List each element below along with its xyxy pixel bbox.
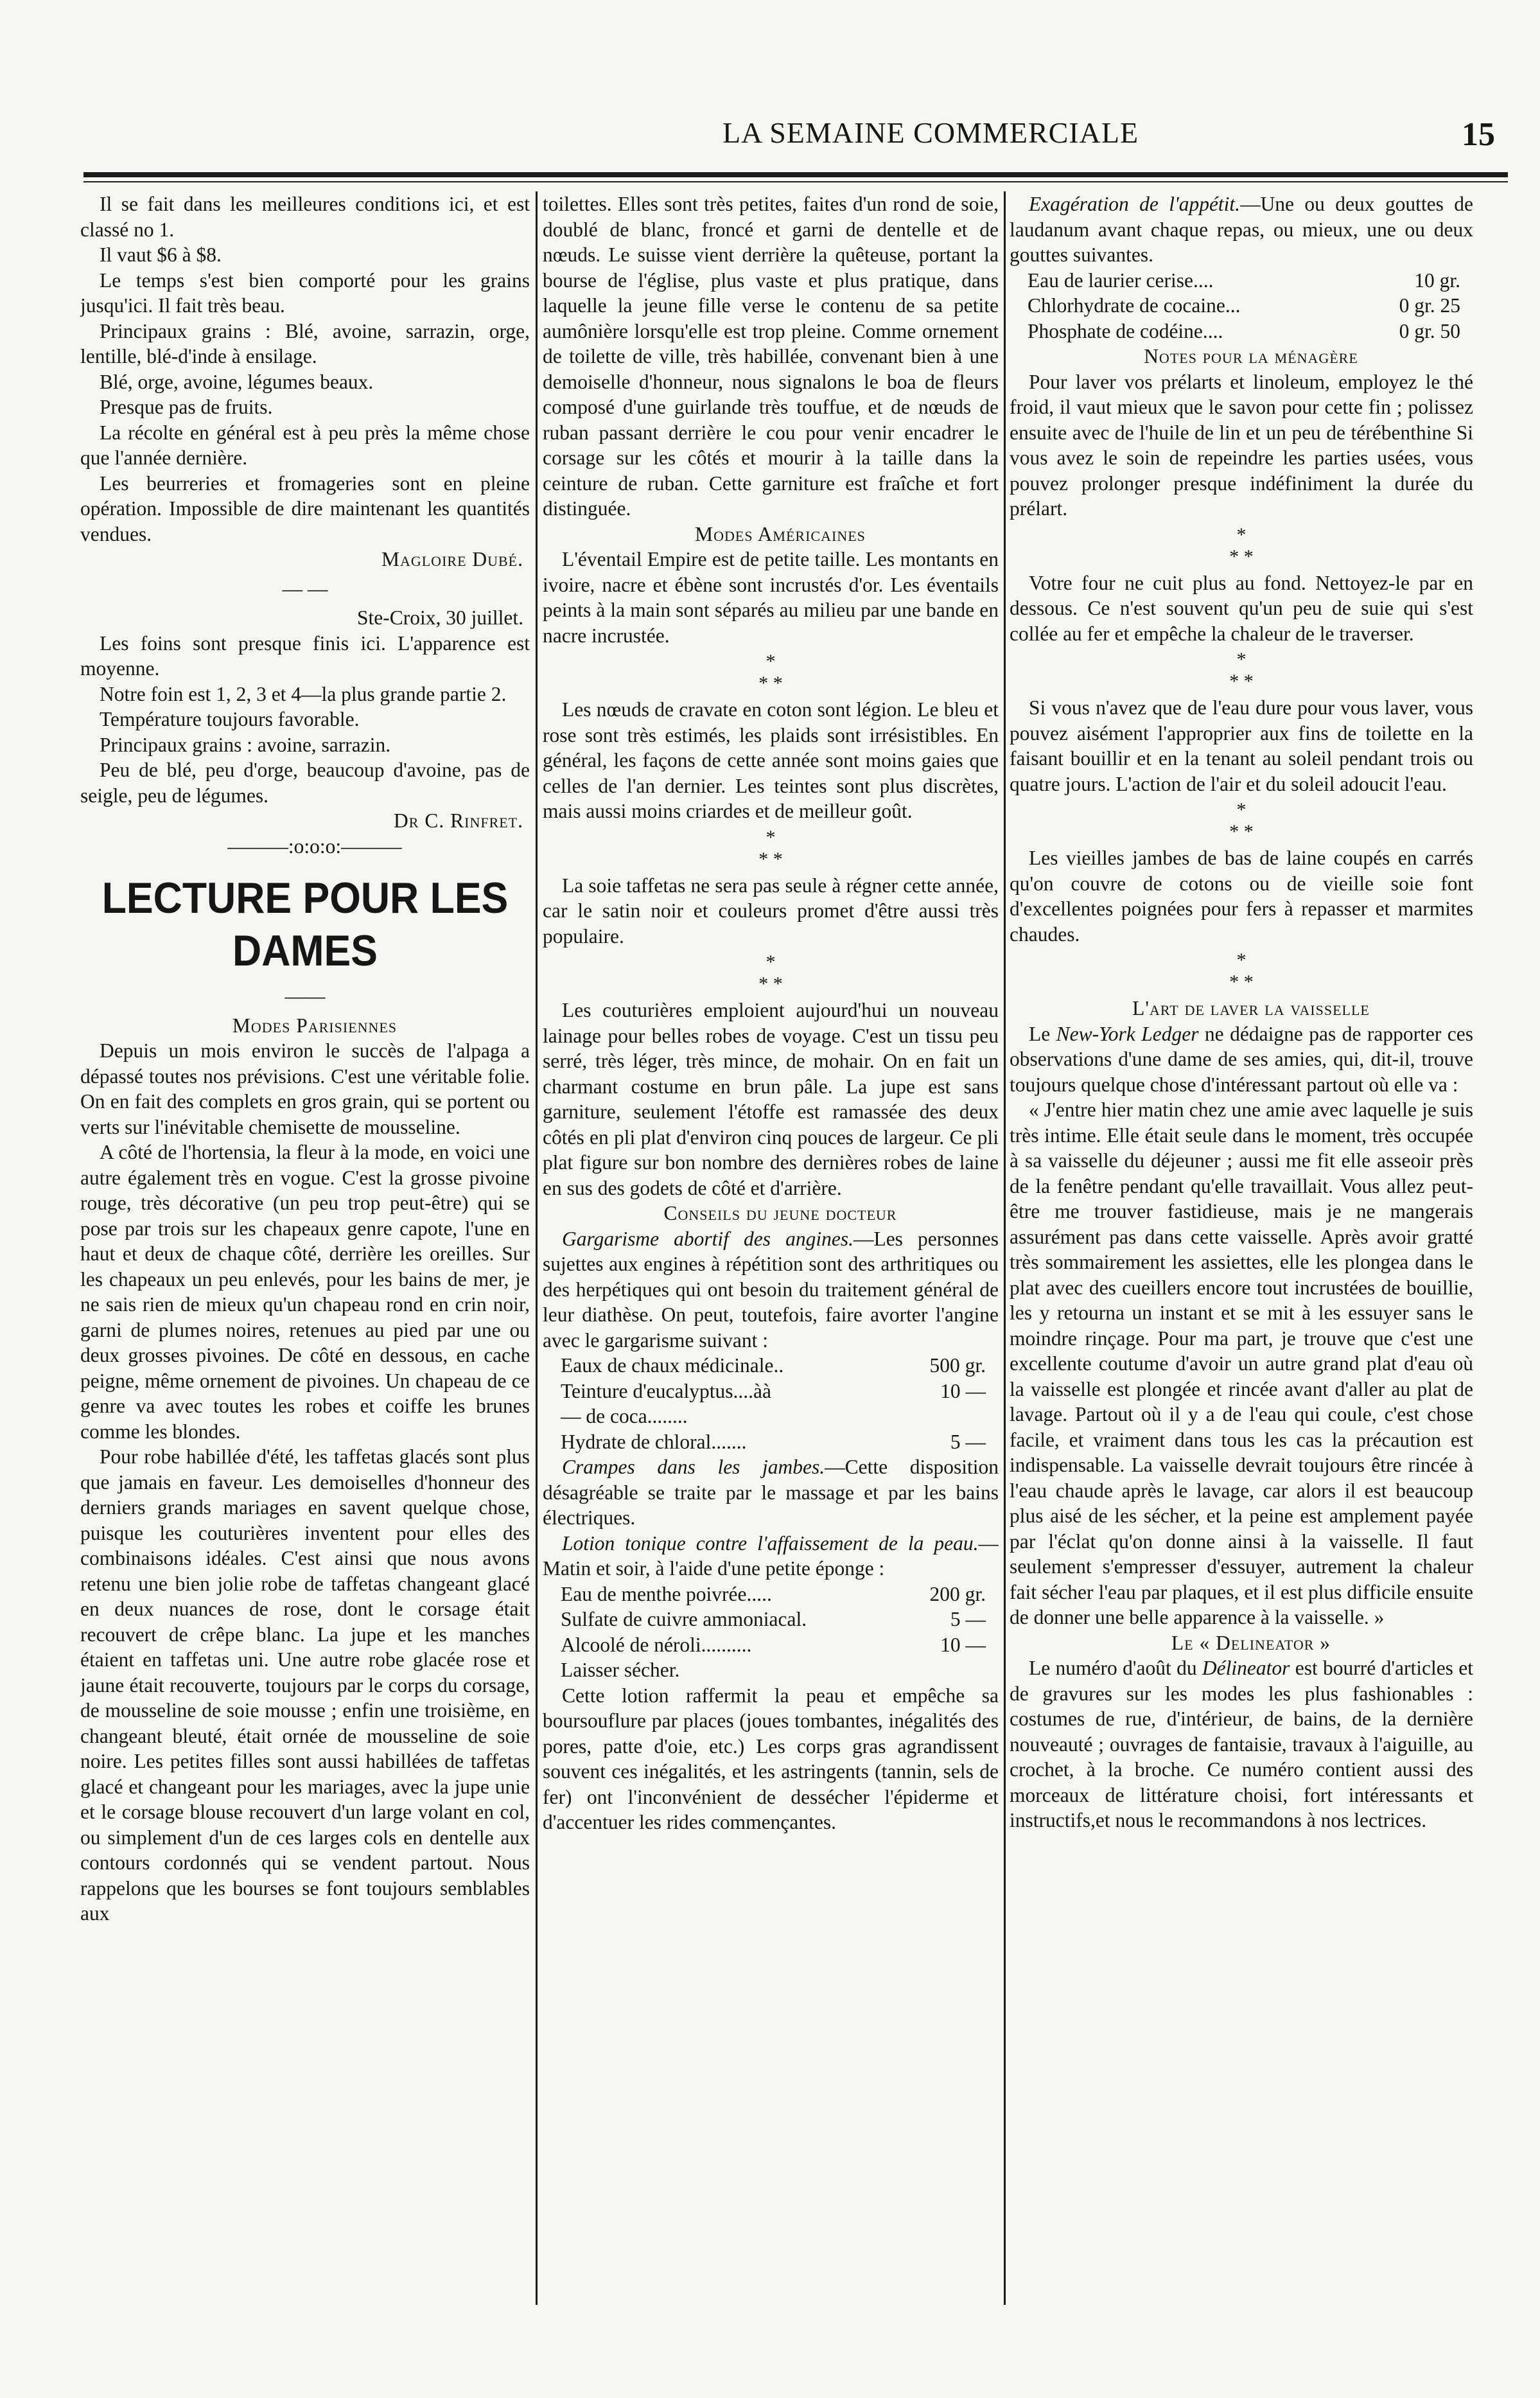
entry-title: Gargarisme abortif des angines. — [562, 1227, 853, 1250]
paragraph: Les couturières emploient aujourd'hui un nouveau lainage pour belles robes de voyage. C'est un tissu peu serré, très léger, très mince, de mohair. On en fait un charmant costume en brun pâle. La jupe est sans garniture, seulement l'étoffe est ramassée des deux côtés en pli plat d'environ cinq pouces de largeur. Ce pli plat figure sur bon nombre des dernières robes de laine en sus des godets de côté et d'arrière. — [543, 999, 999, 1199]
newspaper-title: LA SEMAINE COMMERCIALE — [722, 116, 1139, 149]
publication-name: Délineator — [1202, 1657, 1290, 1679]
asterism-divider: * * * — [1229, 799, 1254, 842]
paragraph: Les nœuds de cravate en coton sont légion. Le bleu et rose sont très estimés, les plaids sont irrésistibles. En général, les façons de cette année sont moins gaies que celles de l'an dernier. Les teintes sont plus discrètes, mais aussi moins criardes et de meilleur goût. — [543, 698, 999, 822]
subsection-heading: Modes Parisiennes — [232, 1014, 398, 1037]
paragraph: Principaux grains : Blé, avoine, sarrazin, orge, lentille, blé-d'inde à ensilage. — [80, 319, 530, 367]
column-divider-1 — [536, 191, 538, 2305]
paragraph — [543, 1226, 999, 1353]
entry-title: Lotion tonique contre l'affaissement de la peau. — [562, 1531, 979, 1555]
subsection-heading: Notes pour la ménagère — [1144, 345, 1358, 367]
paragraph — [543, 1531, 999, 1582]
paragraph: Les beurreries et fromageries sont en pleine opération. Impossible de dire maintenant les quantités vendues. — [80, 472, 530, 545]
paragraph: La récolte en général est à peu près la même chose que l'année dernière. — [80, 421, 530, 469]
signature: Dr C. Rinfret. — [394, 809, 523, 832]
ornament-divider: ———:o:o:o:——— — [227, 834, 402, 858]
publication-name: New-York Ledger — [1056, 1022, 1199, 1045]
entry-text: —Matin et soir, à l'aide d'une petite éponge : — [543, 1531, 999, 1580]
section-title: LECTURE POUR LES DAMES — [101, 874, 509, 975]
paragraph: Le New-York Ledger ne dédaigne pas de rapporter ces observations d'une dame de ses amies, qui, dit-il, trouve toujours quelque chose d'intéressant partout où elle va : — [1010, 1022, 1473, 1096]
recipe-line: Eaux de chaux médicinale.. 500 gr. — [561, 1354, 986, 1377]
paragraph: Cette lotion raffermit la peau et empêche sa boursouflure par places (joues tombantes, inégalités des pores, patte d'oie, etc.) Les corps gras agrandissent souvent ces inégalités, et les astringents (tannin, sels de fer) ont l'inconvénient de dessécher l'épiderme et d'accentuer les rides commençantes. — [543, 1684, 999, 1833]
paragraph — [1010, 191, 1473, 268]
paragraph: Il se fait dans les meilleures conditions ici, et est classé no 1. — [80, 193, 530, 241]
recipe-line: Hydrate de chloral....... 5 — — [561, 1430, 986, 1453]
subsection-heading: L'art de laver la vaisselle — [1132, 997, 1370, 1019]
subsection-heading: Conseils du jeune docteur — [663, 1202, 897, 1224]
header-rule-thick — [83, 172, 1508, 177]
divider-dash: — — — [282, 577, 328, 600]
recipe-line: Sulfate de cuivre ammoniacal. 5 — — [561, 1608, 986, 1630]
paragraph: Les vieilles jambes de bas de laine coupés en carrés qu'on couvre de cotons ou de vieille soie font d'excellentes poignées pour fers à repasser et marmites chaudes. — [1010, 847, 1473, 946]
paragraph: « J'entre hier matin chez une amie avec laquelle je suis très intime. Elle était seule dans le moment, très occupée à sa vaisselle du déjeuner ; aussi me fit elle asseoir près de la fenêtre pendant qu'elle travaillait. Vous allez peut-être me trouver fastidieuse, mais je ne mangerais assurément pas dans cette vaisselle. Après avoir gratté très sommairement les assiettes, elle les plongea dans le plat avec des cueillers encore tout incrustées de bouillie, les y retourna un instant et se mit à les essuyer sans le moindre rinçage. Pour ma part, je trouve que c'est une excellente coutume d'avoir un autre grand plat d'eau où la vaisselle est plongée et rincée avant d'aller au plat de lavage. Partout où il y a de l'eau qui coule, c'est chose facile, et vraiment dans tous les cas la précaution est indispensable. La vaisselle devrait toujours être rincée à l'eau chaude après le lavage, car alors il est beaucoup plus aisé de les sécher, et la peine est amplement payée par l'éclat qu'on donne ainsi à la vaisselle. Il faut seulement s'empresser d'essuyer, autrement la chaleur fait sécher l'eau par plaques, et il est plus difficile ensuite de donner une belle apparence à la vaisselle. » — [1010, 1098, 1473, 1628]
entry-title: Exagération de l'appétit. — [1029, 193, 1241, 215]
paragraph: Le temps s'est bien comporté pour les grains jusqu'ici. Il fait très beau. — [80, 269, 530, 317]
asterism-divider: * * * — [758, 826, 783, 870]
page-number: 15 — [1462, 116, 1495, 153]
paragraph: Température toujours favorable. — [100, 708, 360, 730]
entry-text: —Une ou deux gouttes de laudanum avant chaque repas, ou mieux, une ou deux gouttes suivantes. — [1010, 193, 1473, 266]
page-header — [193, 116, 1514, 167]
paragraph: Blé, orge, avoine, légumes beaux. — [100, 370, 374, 393]
asterism-divider: * * * — [1229, 649, 1254, 692]
subsection-heading: Modes Américaines — [695, 522, 866, 545]
recipe-line: — de coca........ — [561, 1405, 688, 1427]
entry-text: —Les personnes sujettes aux engines à répétition sont des arthritiques ou des herpétiques qui ont besoin du traitement général de leur diathèse. On peut, toutefois, faire avorter l'angine avec le gargarisme suivant : — [543, 1227, 999, 1352]
entry-title: Crampes dans les jambes. — [562, 1456, 825, 1478]
paragraph: Les foins sont presque finis ici. L'apparence est moyenne. — [80, 631, 530, 680]
paragraph: L'éventail Empire est de petite taille. Les montants en ivoire, nacre et ébène sont incrustés d'or. Les éventails peints à la main sont séparés au milieu par une bande en nacre incrustée. — [543, 548, 999, 647]
header-rule-thin — [83, 181, 1508, 182]
paragraph: Le numéro d'août du Délineator est bourré d'articles et de gravures sur les modes les plus fashionables : costumes de rue, d'intérieur, de bains, de la dernière nouveauté ; ouvrages de fantaisie, travaux à l'aiguille, au crochet, à la broche. Ce numéro contient aussi des morceaux de littérature choisi, fort intéressants et instructifs,et nous le recommandons à nos lectrices. — [1010, 1657, 1473, 1831]
recipe-line: Eau de menthe poivrée..... 200 gr. — [561, 1582, 986, 1605]
recipe-line: Laisser sécher. — [561, 1659, 680, 1681]
subsection-heading: Le « Delineator » — [1171, 1631, 1331, 1654]
recipe-line: Chlorhydrate de cocaine... 0 gr. 25 — [1028, 294, 1460, 317]
paragraph: Pour laver vos prélarts et linoleum, employez le thé froid, il vaut mieux que le savon pour cette fin ; polissez ensuite avec de l'huile de lin et un peu de térébenthine Si vous avez le soin de repeindre les parties usées, vous pouvez prolonger presque indéfiniment la durée du prélart. — [1010, 370, 1473, 520]
paragraph: A côté de l'hortensia, la fleur à la mode, en voici une autre également très en vogue. C'est la grosse pivoine rouge, très décorative (un peu trop peut-être) qui se pose par trois sur les chapeaux genre capote, l'une en haut et deux de chaque côté, derrière les oreilles. Sur les chapeaux un peu enlevés, pour les bains de mer, je ne sais rien de mieux qu'un chapeau rond en crin noir, garni de plumes noires, retenues au pied par une ou deux grosses pivoines. De côté en dessous, en cache peigne, même ornement de pivoines. Un chapeau de ce genre va avec toutes les robes et coiffe les brunes comme les blondes. — [80, 1141, 530, 1443]
divider-dash: —— — [284, 985, 326, 1007]
column-2 — [543, 191, 999, 2311]
recipe-line: Alcoolé de néroli.......... 10 — — [561, 1633, 986, 1656]
paragraph: La soie taffetas ne sera pas seule à régner cette année, car le satin noir et couleurs promet d'être aussi très populaire. — [543, 874, 999, 948]
paragraph: Peu de blé, peu d'orge, beaucoup d'avoine, pas de seigle, peu de légumes. — [80, 759, 530, 807]
paragraph — [543, 1454, 999, 1531]
recipe-line: Teinture d'eucalyptus....àà 10 — — [561, 1379, 986, 1402]
paragraph: Depuis un mois environ le succès de l'alpaga a dépassé toutes nos prévisions. C'est une véritable folie. On en fait des complets en gros grain, qui se portent ou verts sur l'inévitable chemisette de mousseline. — [80, 1039, 530, 1138]
asterism-divider: * * * — [1229, 949, 1254, 992]
asterism-divider: * * * — [758, 651, 783, 694]
recipe-line: Eau de laurier cerise.... 10 gr. — [1028, 269, 1460, 292]
column-divider-2 — [1004, 191, 1006, 2305]
signature: Magloire Dubé. — [381, 548, 523, 570]
asterism-divider: * * * — [758, 951, 783, 994]
dateline: Ste-Croix, 30 juillet. — [357, 606, 523, 629]
paragraph: Pour robe habillée d'été, les taffetas glacés sont plus que jamais en faveur. Les demoiselles d'honneur des derniers grands mariages en savent quelque chose, puisque les couturières inventent pour elles des combinaisons idéales. C'est ainsi que nous avons retenu une bien jolie robe de taffetas changeant glacé en deux nuances de rose, dont le corsage était recouvert de crêpe blanc. La jupe et les manches étaient en taffetas uni. Une autre robe glacée rose et jaune était recouverte, toujours par le corps du corsage, de mousseline de soie mousse ; enfin une troisième, en changeant bleuté, était ornée de mousseline de soie noire. Les petites filles sont aussi habillées de taffetas glacé et changeant pour les mariages, avec la jupe unie et le corsage blouse recouvert d'un large volant en col, ou simplement d'un de ces larges cols en dentelle aux contours cordonnés qui se vendent partout. Nous rappelons que les bourses se font toujours semblables aux — [80, 1445, 530, 1925]
paragraph: Presque pas de fruits. — [100, 396, 273, 418]
paragraph: Il vaut $6 à $8. — [100, 243, 222, 266]
entry-text: —Cette disposition désagréable se traite par le massage et par les bains électriques. — [543, 1456, 999, 1529]
paragraph: Notre foin est 1, 2, 3 et 4—la plus grande partie 2. — [100, 682, 507, 705]
paragraph: Votre four ne cuit plus au fond. Nettoyez-le par en dessous. Ce n'est souvent qu'un peu de suie qui s'est collée au fer et empêche la chaleur de le traverser. — [1010, 571, 1473, 645]
column-3 — [1010, 191, 1473, 2311]
paragraph: Si vous n'avez que de l'eau dure pour vous laver, vous pouvez aisément l'approprier aux fins de toilette en la faisant bouillir et en la tenant au soleil pendant trois ou quatre jours. L'action de l'air et du soleil adoucit l'eau. — [1010, 696, 1473, 795]
recipe-line: Phosphate de codéine.... 0 gr. 50 — [1028, 319, 1460, 342]
asterism-divider: * * * — [1229, 524, 1254, 567]
paragraph: toilettes. Elles sont très petites, faites d'un rond de soie, doublé de blanc, froncé et garni de dentelle et de nœuds. Le suisse vient derrière la quêteuse, portant la bourse de l'église, plus vaste et plus pratique, dans laquelle la jeune fille verse le contenu de sa petite aumônière lorsqu'elle est trop pleine. Comme ornement de toilette de ville, très habillée, convenant bien à une demoiselle d'honneur, nous signalons le boa de fleurs composé d'une guirlande très touffue, et de nœuds de ruban passant derrière le cou pour venir encadrer le corsage sur les côtés et mourir à la taille dans la ceinture de ruban. Cette garniture est fraîche et fort distinguée. — [543, 193, 999, 520]
paragraph: Principaux grains : avoine, sarrazin. — [100, 733, 391, 756]
column-1 — [80, 191, 530, 2311]
